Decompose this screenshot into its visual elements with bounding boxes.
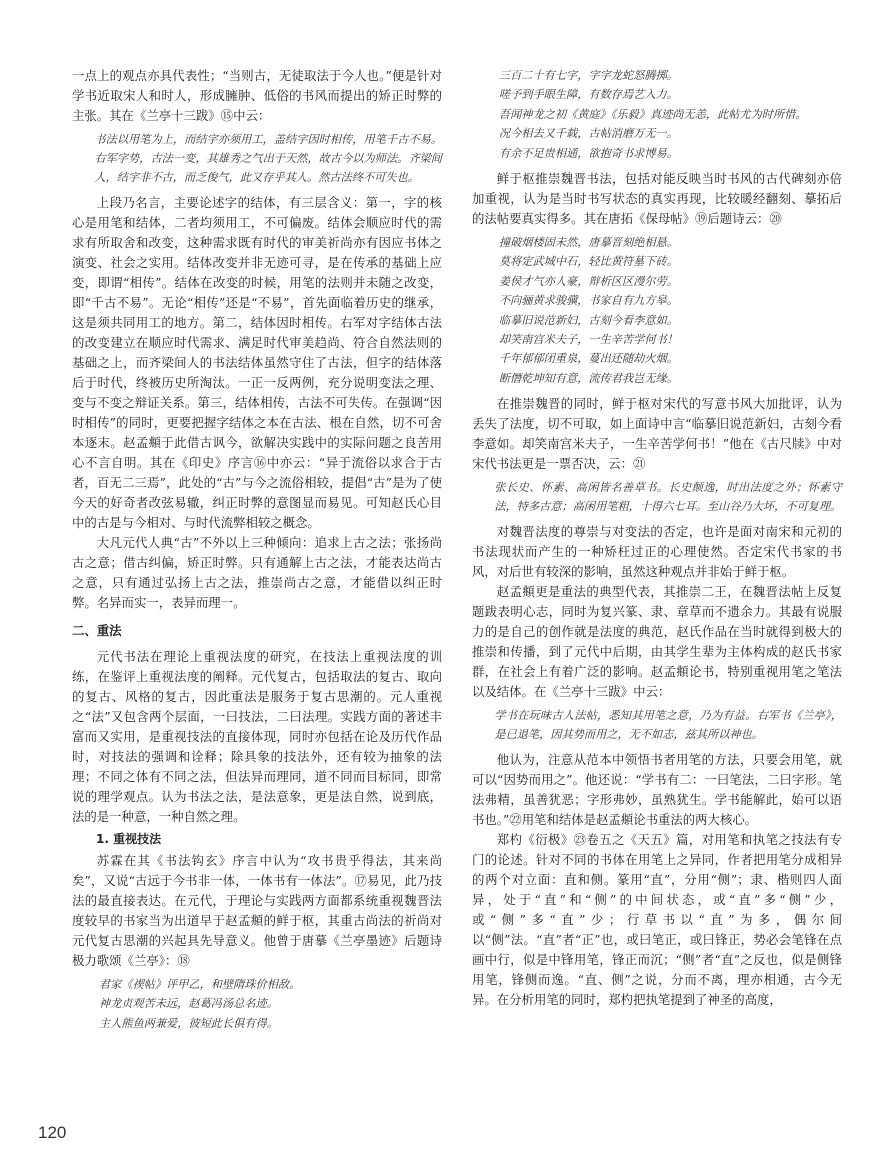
block-quote: 学书在玩味古人法帖，悉知其用笔之意，乃为有益。右军书《兰亭》，是已退笔，因其势而用之，无不如志，兹其所以神也。 <box>494 709 842 742</box>
poem-line: 撞破烟楼固未然，唐摹晋刻绝相悬。 <box>498 236 678 250</box>
poem-line: 莫将定武城中石，轻比黄符墓下砖。 <box>498 255 678 269</box>
poem-line: 君家《禊帖》评甲乙，和壁隋珠价相敌。 <box>98 978 301 991</box>
poem-line: 神龙贞观苦未远，赵葛冯汤总名迹。 <box>98 997 278 1011</box>
poem-line: 断僭乾坤知有意，流传君我岂无缘。 <box>498 371 678 385</box>
poem-block <box>99 975 442 1033</box>
poem-line: 临摹旧说范新妇，古刻今看李意如。 <box>498 313 678 327</box>
paragraph: 苏霖在其《书法钩玄》序言中认为“攻书贵乎得法，其来尚矣”，又说“古远于今书非一体，一体书有一体法”。⑰易见，此乃技法的最直接表达。在元代，于理论与实践两方面都系统重视魏晋法度较早的书家当为出道早于赵孟頫的鲜于枢，其重古尚法的祈尚对元代复古思潮的兴起具先导意义。他曾于唐摹《兰亭墨迹》后题诗极力歌颂《兰亭》：⑱ <box>72 853 442 968</box>
paragraph: 元代书法在理论上重视法度的研究，在技法上重视法度的训练，在鉴评上重视法度的阐释。元代复古，包括取法的复古、取向的复古、风格的复古，因此重法是服务于复古思潮的。元人重视之“法”又包含两个层面，一曰技法，二曰法理。实践方面的著述丰富而又实用，是重视技法的直接体现，同时亦包括在论及历代作品时，对技法的强调和诠释；除具象的技法外，还有较为抽象的法理；不同之体有不同之法，但法异而理同，道不同而目标同，即常说的理学观点。认为书法之法，是法意象，更是法自然，说到底，法的是一种意，一种自然之理。 <box>72 649 442 824</box>
poem-line: 却笑南宫米夫子，一生辛苦学何书！ <box>498 333 678 347</box>
section-heading: 二、重法 <box>72 623 122 638</box>
paragraph: 赵孟頫更是重法的典型代表，其推崇二王，在魏晋法帖上反复题跋表明心志，同时为复兴篆、隶、章草而不遗余力。其最有说服力的是自己的创作就是法度的典范，赵氏作品在当时就得到极大的推崇和传播，到了元代中后期，由其学生辈为主体构成的赵氏书家群，在社会上有着广泛的影响。赵孟頫论书，特别重视用笔之笔法以及结体。在《兰亭十三跋》中云： <box>472 584 842 700</box>
paragraph: 郑杓《衍极》㉓卷五之《天五》篇，对用笔和执笔之技法有专门的论述。针对不同的书体在用笔上之异同，作者把用笔分成相异的两个对立面：直和侧。篆用“直”，分用“侧”；隶、楷则四人面异，处于“直”和“侧”的中间状态，或“直”多“侧”少，或“侧”多“直”少；行草书以“直”为多，偶尔间以“侧”法。“直”者“正”也，或曰笔正，或曰锋正，势必会笔锋在点画中行，似是中锋用笔，锋正而沉；“侧”者“直”之反也，似是侧锋用笔，锋侧而逸。“直、侧”之说，分而不离，理亦相通，古今无异。在分析用笔的同时，郑杓把执笔提到了神圣的高度， <box>472 832 842 1008</box>
poem-line: 三百二十有七字，字字龙蛇怒腾掷。 <box>498 69 678 82</box>
poem-line: 主人熊鱼两兼爱，彼短此长俱有得。 <box>98 1016 278 1030</box>
block-quote: 书法以用笔为上，而结字亦须用工，盖结字因时相传，用笔千古不易。右军字势，古法一变，其雄秀之气出于天然，故古今以为师法。齐梁间人，结字非不古，而乏俊气，此又存乎其人。然古法终不可失也。 <box>94 133 442 184</box>
poem-block <box>499 66 842 163</box>
left-column <box>72 66 442 1039</box>
poem-line: 况今相去又千载，古帖消磨万无一。 <box>498 127 678 141</box>
paragraph: 对魏晋法度的尊崇与对变法的否定，也许是面对南宋和元初的书法现状而产生的一种矫枉过正的心理使然。否定宋代书家的书风，对后世有较深的影响，虽然这种观点并非始于鲜于枢。 <box>472 524 842 580</box>
page-number: 120 <box>38 1123 67 1142</box>
paragraph: 鲜于枢推崇魏晋书法，包括对能反映当时书风的古代碑刻亦倍加重视，认为是当时书写状态的真实再现，比较暖经翻刻、摹拓后的法帖要真实得多。其在唐拓《保母帖》⑲后题诗云：⑳ <box>472 171 842 227</box>
poem-line: 姜侯才气亦人豪，辩析区区漫尔劳。 <box>498 274 678 288</box>
block-quote: 张长史、怀素、高闲皆名善草书。长史颠逸，时出法度之外；怀素守法，特多古意；高闲用笔粗，十得六七耳。至山谷乃大坏，不可复理。 <box>494 481 842 514</box>
paragraph: 在推崇魏晋的同时，鲜于枢对宋代的写意书风大加批评，认为丢失了法度，切不可取，如上面诗中言“临摹旧说范新妇，古刻今看李意如。却笑南宫米夫子，一生辛苦学何书！”他在《古尺牍》中对宋代书法更是一票否决，云：㉑ <box>472 396 842 472</box>
poem-line: 不向骊黄求骏骥，书家自有九方皋。 <box>498 294 678 308</box>
paragraph: 他认为，注意从范本中领悟书者用笔的方法，只要会用笔，就可以“因势而用之”。他还说：“学书有二：一曰笔法，二曰字形。笔法弗精，虽善犹恶；字形弗妙，虽熟犹生。学书能解此，始可以语书也。”㉒用笔和结体是赵孟頫论书重法的两大核心。 <box>472 752 842 828</box>
poem-block <box>499 233 842 388</box>
paragraph: 大凡元代人典“古”不外以上三种倾向：追求上古之法；张扬尚古之意；借古纠偏，矫正时弊。只有通解上古之法，才能表达尚古之意，只有通过弘扬上古之法，推崇尚古之意，才能借以纠正时弊。名异而实一，表异而理一。 <box>72 535 442 610</box>
paragraph: 上段乃名言，主要论述字的结体，有三层含义：第一，字的核心是用笔和结体，二者均须用工，不可偏废。结体会顺应时代的需求有所取舍和改变，这种需求既有时代的审美祈尚亦有因应书体之演变、社会之实用。结体改变并非无迹可寻，是在传承的基础上应变，即谓“相传”。结体在改变的时候，用笔的法则并未随之改变，即“千古不易”。无论“相传”还是“不易”，首先面临着历史的继承，这是须共同用工的地方。第二，结体因时相传。右军对字结体古法的改变建立在顺应时代需求、满足时代审美趋尚、符合自然法则的基础之上，而齐梁间人的书法结体虽然守住了古法，但字的结体落后于时代，终被历史所淘汰。一正一反两例，充分说明变法之理、变与不变之辩证关系。第三，结体相传，古法不可失传。在强调“因时相传”的同时，更要把握字结体之本在古法、根在自然，切不可舍本逐末。赵孟頫于此借古讽今，欲解决实践中的实际问题之良苦用心不言自明。其在《印史》序言⑯中亦云：“异于流俗以求合于古者，百无二三焉”，此处的“古”与今之流俗相较，提倡“古”是为了使今天的好奇者改弦易辙，纠正时弊的意图显而易见。可知赵氏心目中的古是与今相对、与时代流弊相较之概念。 <box>72 195 442 530</box>
paragraph: 一点上的观点亦具代表性；“当则古，无徒取法于今人也。”便是针对学书近取宋人和时人，形成臃肿、低俗的书风而提出的矫正时弊的主张。其在《兰亭十三跋》⑮中云： <box>72 68 442 123</box>
poem-line: 嗟予到手眼生障，有数存焉艺入力。 <box>498 88 678 102</box>
subsection-heading: 1. 重视技法 <box>96 832 162 846</box>
poem-line: 有余不足贵相通，欲抱奇书求博易。 <box>498 146 678 160</box>
poem-line: 千年郁郁闭重泉，蔓出还随劫火烟。 <box>498 352 678 366</box>
right-column <box>472 66 842 1010</box>
poem-line: 吾闻神龙之初《黄庭》《乐毅》真迹尚无恙，此帖尤为时所惜。 <box>498 107 807 121</box>
